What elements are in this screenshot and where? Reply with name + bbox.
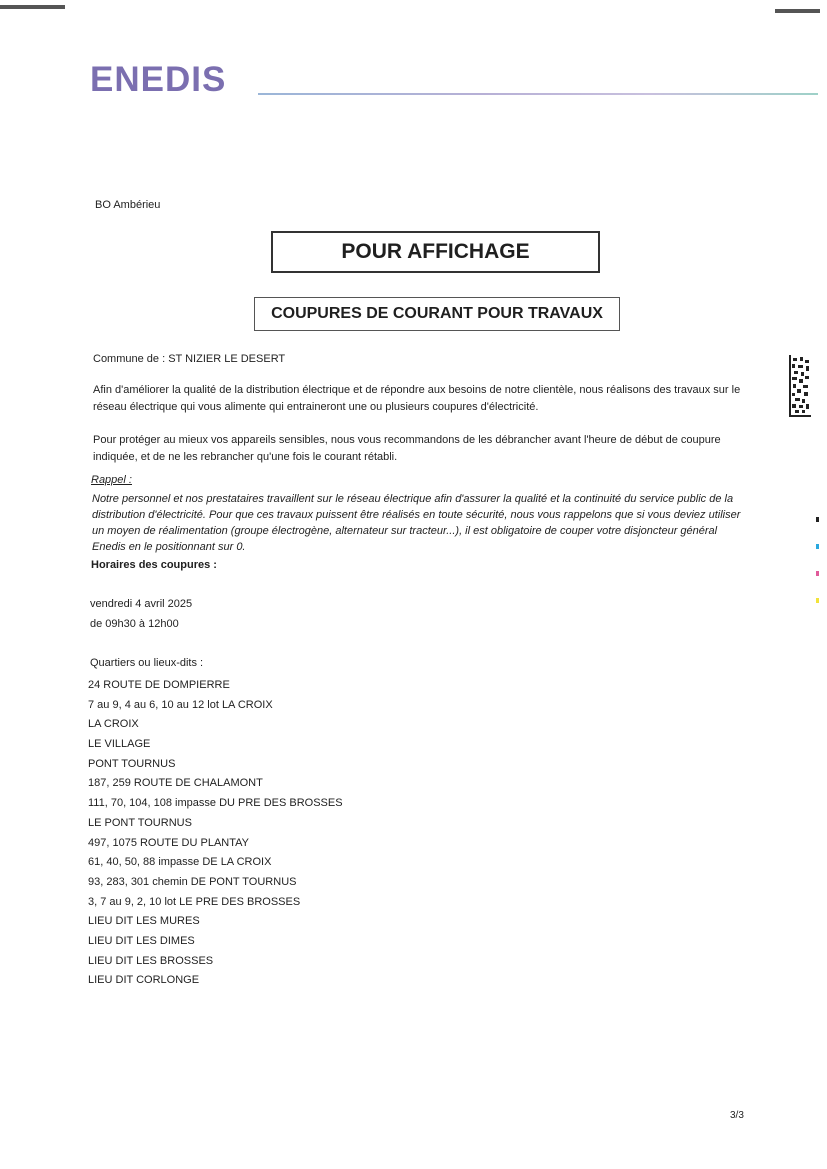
list-item: LIEU DIT LES DIMES bbox=[88, 934, 195, 947]
list-item: 61, 40, 50, 88 impasse DE LA CROIX bbox=[88, 856, 272, 869]
enedis-logo: ENEDIS bbox=[90, 60, 227, 99]
intro-paragraph: Afin d'améliorer la qualité de la distribution électrique et de répondre aux besoins de notre clientèle, nous réalisons des travaux sur le réseau électrique qui vous alimente qui entraineront une ou plusieurs coupures d'électricité. bbox=[93, 384, 741, 413]
rappel-heading: Rappel : bbox=[91, 474, 132, 486]
print-mark-black bbox=[816, 517, 819, 522]
print-mark-yellow bbox=[816, 598, 819, 603]
page-number: 3/3 bbox=[730, 1110, 744, 1121]
locations-list bbox=[88, 676, 343, 991]
list-item: 187, 259 ROUTE DE CHALAMONT bbox=[88, 777, 263, 790]
list-item: 93, 283, 301 chemin DE PONT TOURNUS bbox=[88, 875, 297, 888]
datamatrix-code-icon bbox=[789, 355, 811, 417]
schedule-heading: Horaires des coupures : bbox=[91, 559, 217, 571]
office-name: BO Ambérieu bbox=[95, 199, 161, 211]
rappel-text: Notre personnel et nos prestataires travaillent sur le réseau électrique afin d'assurer la qualité et la continuité du service public de la distribution d'électricité. Pour que ces travaux puissent être réalisés en toute sécurité, nous vous rappelons que si vous deviez utiliser un moyen de réalimentation (groupe électrogène, alternateur sur tracteur...), il est obligatoire de couper votre disjoncteur général Enedis en le positionnant sur 0. bbox=[92, 493, 741, 553]
list-item: LIEU DIT LES BROSSES bbox=[88, 954, 214, 967]
list-item: 111, 70, 104, 108 impasse DU PRE DES BROSSES bbox=[88, 797, 343, 810]
commune-line: Commune de : ST NIZIER LE DESERT bbox=[93, 353, 286, 365]
advice-paragraph: Pour protéger au mieux vos appareils sensibles, nous vous recommandons de les débrancher avant l'heure de début de coupure indiquée, et de ne les rebrancher qu'une fois le courant rétabli. bbox=[93, 434, 721, 463]
list-item: 3, 7 au 9, 2, 10 lot LE PRE DES BROSSES bbox=[88, 895, 301, 908]
list-item: 497, 1075 ROUTE DU PLANTAY bbox=[88, 836, 249, 849]
list-item: 24 ROUTE DE DOMPIERRE bbox=[88, 679, 230, 691]
locations-label: Quartiers ou lieux-dits : bbox=[90, 657, 204, 669]
print-mark-cyan bbox=[816, 544, 819, 549]
header-rule bbox=[258, 93, 818, 95]
scan-mark-top-right bbox=[775, 9, 820, 13]
list-item: LE PONT TOURNUS bbox=[88, 816, 192, 829]
outage-date: vendredi 4 avril 2025 bbox=[90, 598, 193, 610]
list-item: LA CROIX bbox=[88, 718, 139, 731]
scan-mark-top-left bbox=[0, 5, 65, 9]
page-title: POUR AFFICHAGE bbox=[271, 231, 600, 273]
print-mark-magenta bbox=[816, 571, 819, 576]
list-item: LIEU DIT LES MURES bbox=[88, 915, 200, 928]
list-item: LE VILLAGE bbox=[88, 738, 151, 751]
list-item: LIEU DIT CORLONGE bbox=[88, 974, 200, 987]
outage-hours: de 09h30 à 12h00 bbox=[90, 618, 179, 630]
page-subtitle: COUPURES DE COURANT POUR TRAVAUX bbox=[254, 297, 620, 331]
list-item: PONT TOURNUS bbox=[88, 757, 176, 770]
list-item: 7 au 9, 4 au 6, 10 au 12 lot LA CROIX bbox=[88, 698, 273, 711]
